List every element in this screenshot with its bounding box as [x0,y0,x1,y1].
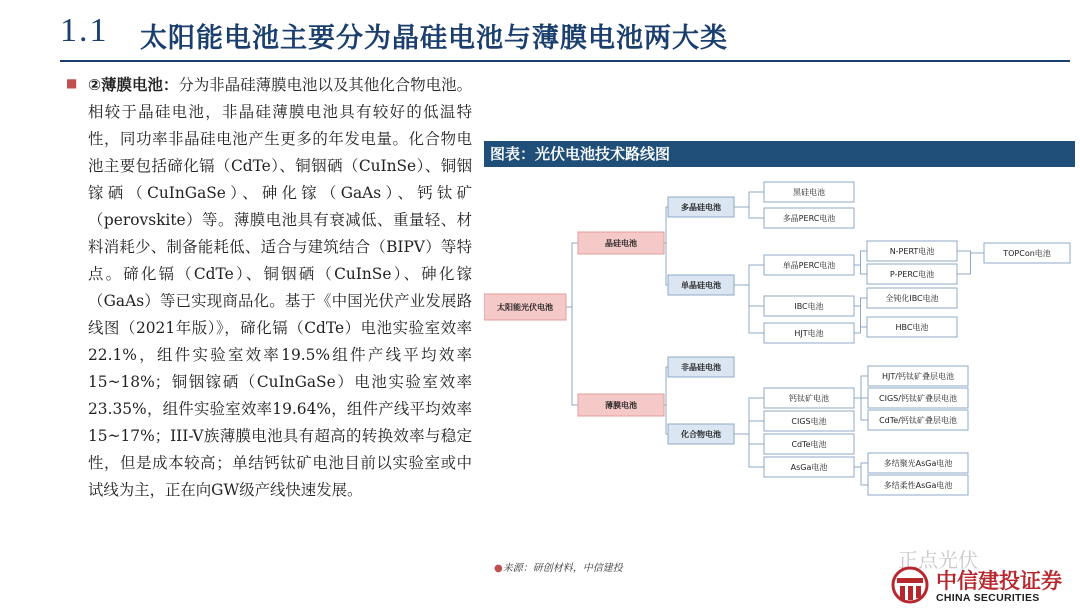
node-label: 太阳能光伏电池 [497,303,553,312]
node-perovskite [764,388,854,408]
node-label: CIGS/钙钛矿叠层电池 [879,394,957,403]
watermark: 正点光伏 [898,548,978,572]
node-multi-conc [868,453,968,473]
node-npert [867,241,957,261]
connector-line [664,243,668,285]
node-cigs-pk [868,388,968,408]
source-bullet-icon: ● [494,563,503,574]
connector-line [854,398,868,420]
node-poly-perc [764,208,854,228]
node-label: TOPCon电池 [1003,249,1051,258]
node-label: N-PERT电池 [889,247,935,256]
node-label: HBC电池 [895,323,929,332]
node-topcon [984,243,1070,263]
connector-line [854,306,867,327]
body-text: 分为非晶硅薄膜电池以及其他化合物电池。相较于晶硅电池，非晶硅薄膜电池具有较好的低温特性，同功率非晶硅电池产生更多的年发电量。化合物电池主要包括碲化镉（CdTe）、铜铟硒（CuInSe）、铜铟镓硒（CuInGaSe）、砷化镓（GaAs）、钙钛矿（perovskite）等。薄膜电池具有衰减低、重量轻、材料消耗少、制备能耗低、适合与建筑结合（BIPV）等特点。碲化镉（CdTe）、铜铟硒（CuInSe）、砷化镓（GaAs）等已实现商品化。基于《中国光伏产业发展路线图（2021年版）》，碲化镉（CdTe）电池实验室效率22.1%，组件实验室效率19.5%组件产线平均效率15~18%；铜铟镓硒（CuInGaSe）电池实验室效率23.35%，组件实验室效率19.64%，组件产线平均效率15~17%；III-V族薄膜电池具有超高的转换效率与稳定性，但是成本较高；单结钙钛矿电池目前以实验室或中试线为主，正在向GW级产线快速发展。 [88,76,472,499]
node-label: CIGS电池 [791,417,827,426]
body-paragraph [88,72,472,504]
node-label: 化合物电池 [681,430,721,439]
node-poly [668,197,734,217]
connector-line [854,467,868,485]
node-label: HJT/钙钛矿叠层电池 [882,372,954,381]
node-mono-perc [764,255,854,275]
node-cdte [764,434,854,454]
node-label: 非晶硅电池 [681,363,721,372]
node-crystalline [578,232,664,254]
node-label: 单晶硅电池 [681,281,721,290]
node-hjt [764,323,854,343]
node-compound [668,424,734,444]
connector-line [854,327,867,333]
node-cdte-pk [868,410,968,430]
node-asga [764,457,854,477]
node-amorphous [668,357,734,377]
body-lead: ②薄膜电池： [88,76,179,94]
node-cigs [764,411,854,431]
node-label: 多晶硅电池 [681,203,721,212]
node-multi-flex [868,475,968,495]
source-text: 来源：研创材料，中信建投 [502,563,623,574]
connector-line [854,298,867,306]
connector-line [734,434,764,467]
node-label: 晶硅电池 [605,239,637,248]
node-poly-bs [764,182,854,202]
connector-line [664,405,668,434]
connector-line [566,243,578,307]
node-label: 多晶PERC电池 [782,214,836,223]
connector-line [957,253,984,274]
chart-header: 图表：光伏电池技术路线图 [484,141,1075,167]
node-label: 薄膜电池 [605,401,637,410]
node-label: IBC电池 [794,302,824,311]
connector-line [566,307,578,405]
connector-line [664,367,668,405]
node-label: P-PERC电池 [889,270,935,279]
connector-line [854,376,868,398]
connector-line [734,265,764,285]
node-thinfilm [578,394,664,416]
node-label: HJT电池 [794,329,824,338]
node-label: 多结柔性AsGa电池 [883,481,953,490]
connector-line [854,251,867,265]
node-root [484,294,566,320]
page-title: 太阳能电池主要分为晶硅电池与薄膜电池两大类 [140,23,728,54]
connector-line [854,463,868,467]
node-label: 多结聚光AsGa电池 [883,459,953,468]
technology-roadmap-diagram [484,170,1074,510]
node-hbc [867,317,957,337]
title-divider [60,60,1070,62]
node-quan-ibc [867,288,957,308]
node-label: 黑硅电池 [793,188,825,197]
node-hjt-pk [868,366,968,386]
node-ibc [764,296,854,316]
node-label: CdTe/钙钛矿叠层电池 [879,416,957,425]
node-mono [668,275,734,295]
node-label: CdTe电池 [791,440,827,449]
node-label: 全钝化IBC电池 [885,294,939,303]
company-name-en: CHINA SECURITIES [936,592,1040,604]
connector-line [734,285,764,333]
section-number: 1.1 [60,12,109,49]
source-note [494,559,623,574]
connector-line [734,421,764,434]
connector-line [664,207,668,243]
node-label: 钙钛矿电池 [789,394,829,403]
title-bar [0,0,1080,62]
connector-line [734,192,764,207]
citic-logo-icon [888,566,932,604]
bullet-icon: ■ [66,76,78,90]
company-name-cn: 中信建投证券 [936,569,1062,593]
connector-line [734,207,764,218]
node-label: 单晶PERC电池 [782,261,836,270]
node-pperc [867,264,957,284]
node-label: AsGa电池 [790,463,828,472]
connector-line [854,265,867,274]
